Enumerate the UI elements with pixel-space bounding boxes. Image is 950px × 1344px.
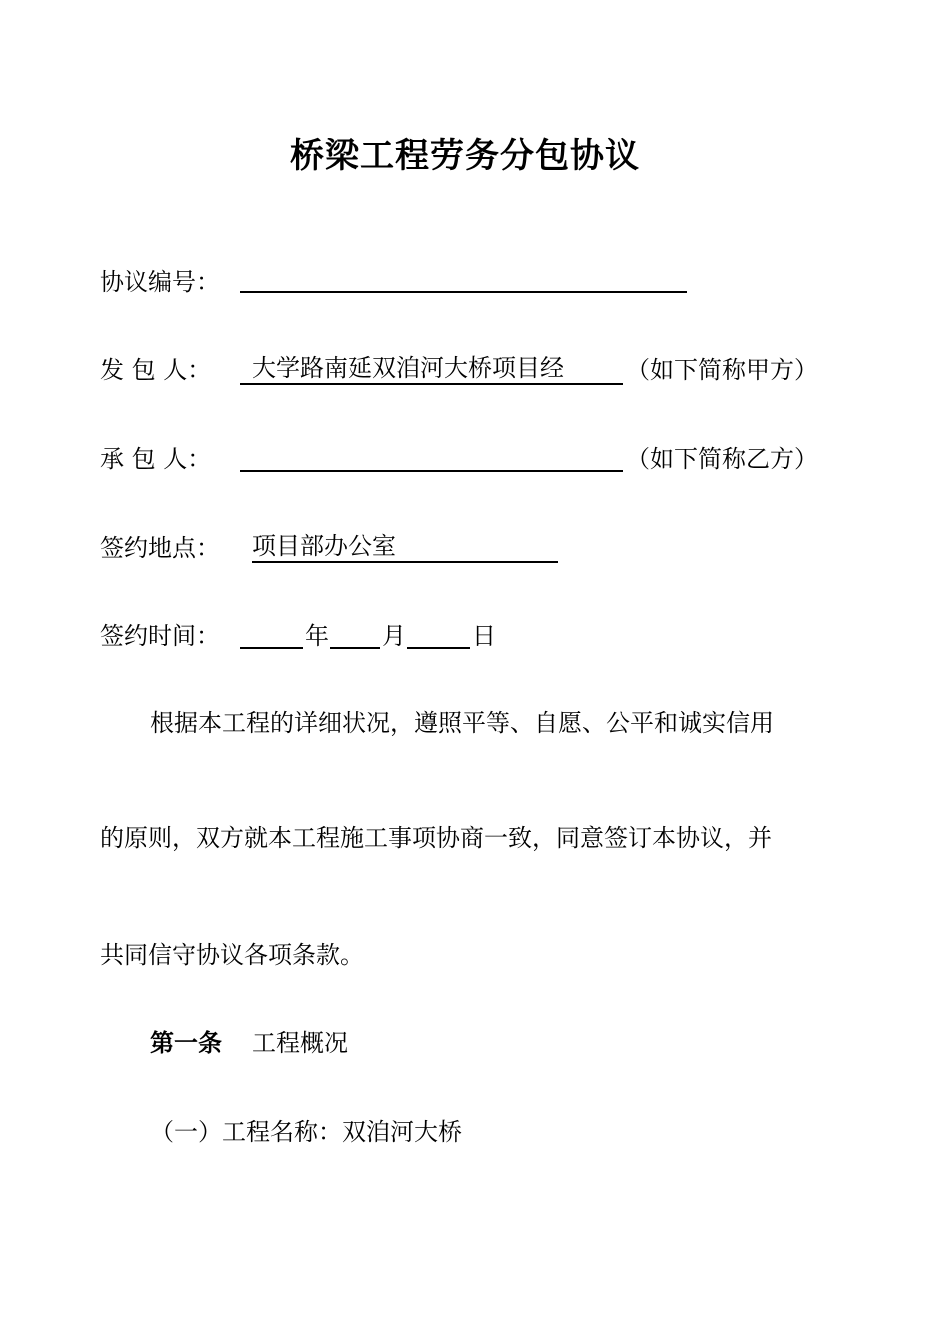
place-label: 签约地点： xyxy=(100,534,220,562)
subcontractor-blank[interactable] xyxy=(240,442,623,472)
contractor-label: 发 包 人： xyxy=(100,356,212,384)
month-label: 月 xyxy=(382,622,406,650)
intro-line-1: 根据本工程的详细状况，遵照平等、自愿、公平和诚实信用 xyxy=(150,709,774,737)
contractor-suffix: （如下简称甲方） xyxy=(626,356,818,384)
month-blank[interactable] xyxy=(330,619,380,649)
place-value-field[interactable] xyxy=(252,531,558,563)
contractor-value: 大学路南延双洎河大桥项目经 xyxy=(252,354,564,382)
item-1-project-name: （一）工程名称：双洎河大桥 xyxy=(150,1118,462,1146)
year-label: 年 xyxy=(305,622,329,650)
place-value: 项目部办公室 xyxy=(252,532,396,560)
year-blank[interactable] xyxy=(240,619,303,649)
document-title: 桥梁工程劳务分包协议 xyxy=(290,136,640,176)
agreement-number-label: 协议编号： xyxy=(100,268,220,296)
article-1-title: 工程概况 xyxy=(252,1029,348,1057)
agreement-number-blank[interactable] xyxy=(240,263,687,293)
contractor-value-field[interactable] xyxy=(240,353,623,385)
intro-line-3: 共同信守协议各项条款。 xyxy=(100,941,364,969)
day-label: 日 xyxy=(472,622,496,650)
subcontractor-suffix: （如下简称乙方） xyxy=(626,445,818,473)
article-1-heading: 第一条 xyxy=(150,1029,222,1057)
day-blank[interactable] xyxy=(407,619,470,649)
subcontractor-label: 承 包 人： xyxy=(100,445,212,473)
intro-line-2: 的原则，双方就本工程施工事项协商一致，同意签订本协议，并 xyxy=(100,824,772,852)
time-label: 签约时间： xyxy=(100,622,220,650)
